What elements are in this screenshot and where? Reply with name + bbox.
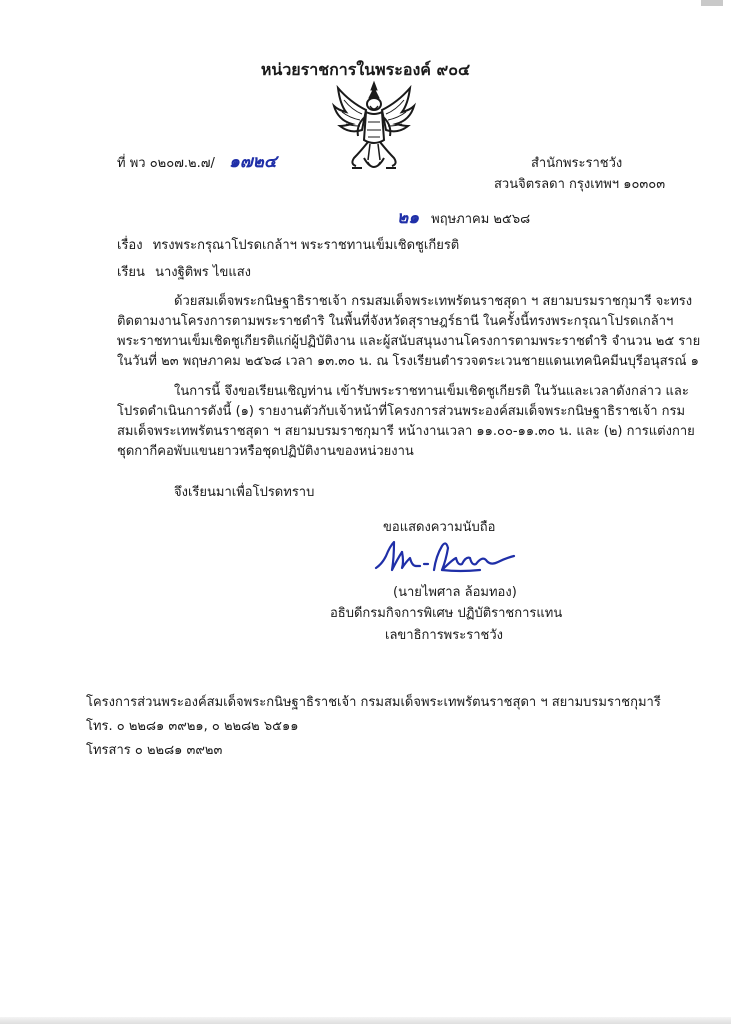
reference-prefix: ที่ พว ๐๒๐๗.๒.๗/ [117, 156, 215, 171]
letter-date [397, 209, 530, 229]
paragraph-2-line-1: ในการนี้ จึงขอเรียนเชิญท่าน เข้ารับพระราชทานเข็มเชิดชูเกียรติ ในวันและเวลาดังกล่าว และ [174, 384, 689, 399]
paragraph-1-line-4: ในวันที่ ๒๓ พฤษภาคม ๒๕๖๘ เวลา ๑๓.๓๐ น. ณ โรงเรียนตำรวจตระเวนชายแดนเทคนิคมีนบุรีอนุสรณ์ ๑ [117, 354, 699, 369]
sender-office: สำนักพระราชวัง [531, 156, 623, 171]
recipient-line [117, 264, 251, 282]
body-paragraph-2 [117, 382, 695, 462]
subject-line [117, 237, 459, 255]
reference-number [117, 153, 277, 173]
paragraph-2-line-2: โปรดดำเนินการดังนี้ (๑) รายงานตัวกับเจ้าหน้าที่โครงการส่วนพระองค์สมเด็จพระกนิษฐาธิราชเจ้า กรม [117, 404, 686, 419]
closing-request: จึงเรียนมาเพื่อโปรดทราบ [174, 485, 315, 500]
signer-position-line-1: อธิบดีกรมกิจการพิเศษ ปฏิบัติราชการแทน [330, 606, 563, 621]
handwritten-reference-number: ๑๗๒๔ [229, 152, 277, 172]
footer-phone: โทร. ๐ ๒๒๘๑ ๓๙๒๑, ๐ ๒๒๘๒ ๖๕๑๑ [86, 719, 299, 734]
subject-label: เรื่อง [117, 238, 143, 253]
scan-edge-bottom [0, 1017, 731, 1024]
agency-title: หน่วยราชการในพระองค์ ๙๐๔ [260, 60, 471, 79]
recipient-text: นางฐิติพร ไขแสง [155, 265, 251, 280]
handwritten-day: ๒๑ [397, 208, 419, 228]
recipient-label: เรียน [117, 265, 145, 280]
closing-salutation: ขอแสดงความนับถือ [383, 520, 496, 535]
paragraph-2-line-3: สมเด็จพระเทพรัตนราชสุดา ฯ สยามบรมราชกุมารี หน้างานเวลา ๑๑.๐๐-๑๑.๓๐ น. และ (๒) การแต่งกาย [117, 424, 695, 439]
footer-project: โครงการส่วนพระองค์สมเด็จพระกนิษฐาธิราชเจ้า กรมสมเด็จพระเทพรัตนราชสุดา ฯ สยามบรมราชกุมารี [86, 695, 661, 710]
sender-address: สวนจิตรลดา กรุงเทพฯ ๑๐๓๐๓ [494, 177, 666, 192]
paragraph-1-line-3: พระราชทานเข็มเชิดชูเกียรติแก่ผู้ปฏิบัติงาน และผู้สนับสนุนงานโครงการตามพระราชดำริ จำนวน ๒๕ ราย [117, 334, 701, 349]
paragraph-1-line-1: ด้วยสมเด็จพระกนิษฐาธิราชเจ้า กรมสมเด็จพระเทพรัตนราชสุดา ฯ สยามบรมราชกุมารี จะทรง [174, 294, 693, 309]
signer-name: (นายไพศาล ล้อมทอง) [393, 585, 517, 600]
garuda-emblem-icon [332, 80, 416, 176]
footer-fax: โทรสาร ๐ ๒๒๘๑ ๓๙๒๓ [86, 743, 223, 758]
subject-text: ทรงพระกรุณาโปรดเกล้าฯ พระราชทานเข็มเชิดชูเกียรติ [152, 238, 460, 253]
paragraph-2-line-4: ชุดกากีคอพับแขนยาวหรือชุดปฏิบัติงานของหน่วยงาน [117, 444, 414, 459]
scan-edge-top [701, 0, 723, 6]
handwritten-signature [372, 536, 520, 580]
paragraph-1-line-2: ติดตามงานโครงการตามพระราชดำริ ในพื้นที่จังหวัดสุราษฎร์ธานี ในครั้งนี้ทรงพระกรุณาโปรดเกล้าฯ [117, 314, 674, 329]
body-paragraph-1 [117, 292, 701, 372]
date-month-year: พฤษภาคม ๒๕๖๘ [431, 212, 531, 227]
signer-position-line-2: เลขาธิการพระราชวัง [385, 628, 503, 643]
